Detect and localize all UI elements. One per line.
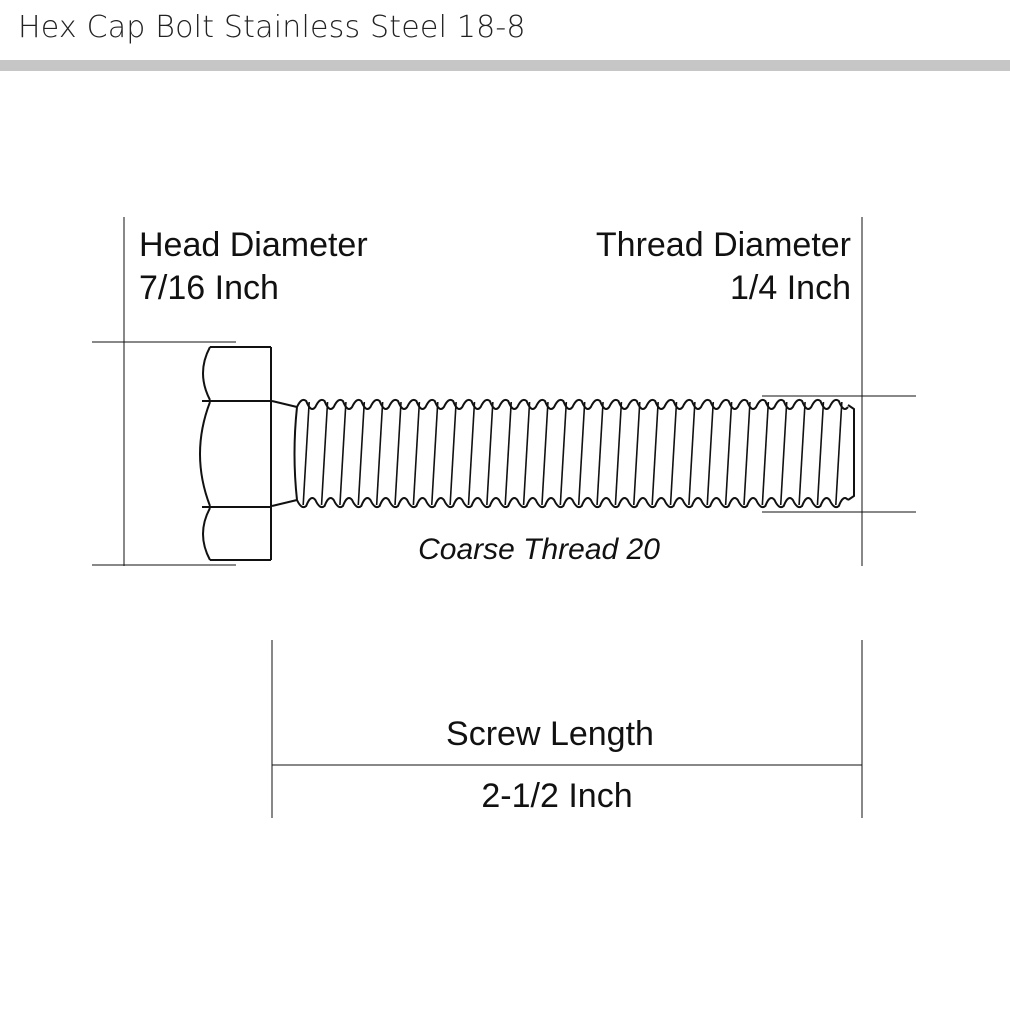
thread-flank-line <box>505 402 511 505</box>
thread-flank-line <box>744 402 750 505</box>
thread-flank-line <box>468 402 474 505</box>
thread-pitch-label: Coarse Thread 20 <box>418 533 660 566</box>
thread-flank-line <box>395 402 401 505</box>
thread-flank-line <box>762 402 768 505</box>
thread-flank-line <box>799 402 805 505</box>
bolt-tip <box>848 405 854 500</box>
thread-flank-line <box>836 402 842 505</box>
screw-length-value: 2-1/2 Inch <box>481 777 633 815</box>
thread-bottom-edge <box>297 498 848 507</box>
thread-flank-line <box>358 402 364 505</box>
thread-flank-line <box>377 402 383 505</box>
thread-flank-line <box>487 402 493 505</box>
bolt-head <box>200 347 271 560</box>
thread-flank-line <box>303 402 309 505</box>
thread-diameter-label: Thread Diameter <box>595 226 851 264</box>
thread-flank-line <box>689 402 695 505</box>
bolt-shank <box>272 400 854 507</box>
thread-flank-line <box>634 402 640 505</box>
thread-flank-line <box>322 402 328 505</box>
page-title: Hex Cap Bolt Stainless Steel 18-8 <box>18 10 526 45</box>
thread-diameter-value: 1/4 Inch <box>730 269 851 307</box>
thread-flank-line <box>726 402 732 505</box>
head-diameter-value: 7/16 Inch <box>139 269 279 307</box>
thread-flank-line <box>817 402 823 505</box>
thread-flank-line <box>542 402 548 505</box>
thread-flank-line <box>597 402 603 505</box>
thread-top-edge <box>297 400 848 409</box>
thread-flanks <box>303 402 842 505</box>
thread-flank-line <box>781 402 787 505</box>
thread-flank-line <box>432 402 438 505</box>
thread-flank-line <box>671 402 677 505</box>
thread-flank-line <box>615 402 621 505</box>
thread-flank-line <box>340 402 346 505</box>
thread-flank-line <box>524 402 530 505</box>
thread-flank-line <box>579 402 585 505</box>
thread-flank-line <box>652 402 658 505</box>
head-diameter-label: Head Diameter <box>139 226 368 264</box>
thread-flank-line <box>450 402 456 505</box>
thread-flank-line <box>413 402 419 505</box>
screw-length-label: Screw Length <box>446 715 654 753</box>
thread-flank-line <box>707 402 713 505</box>
thread-flank-line <box>560 402 566 505</box>
